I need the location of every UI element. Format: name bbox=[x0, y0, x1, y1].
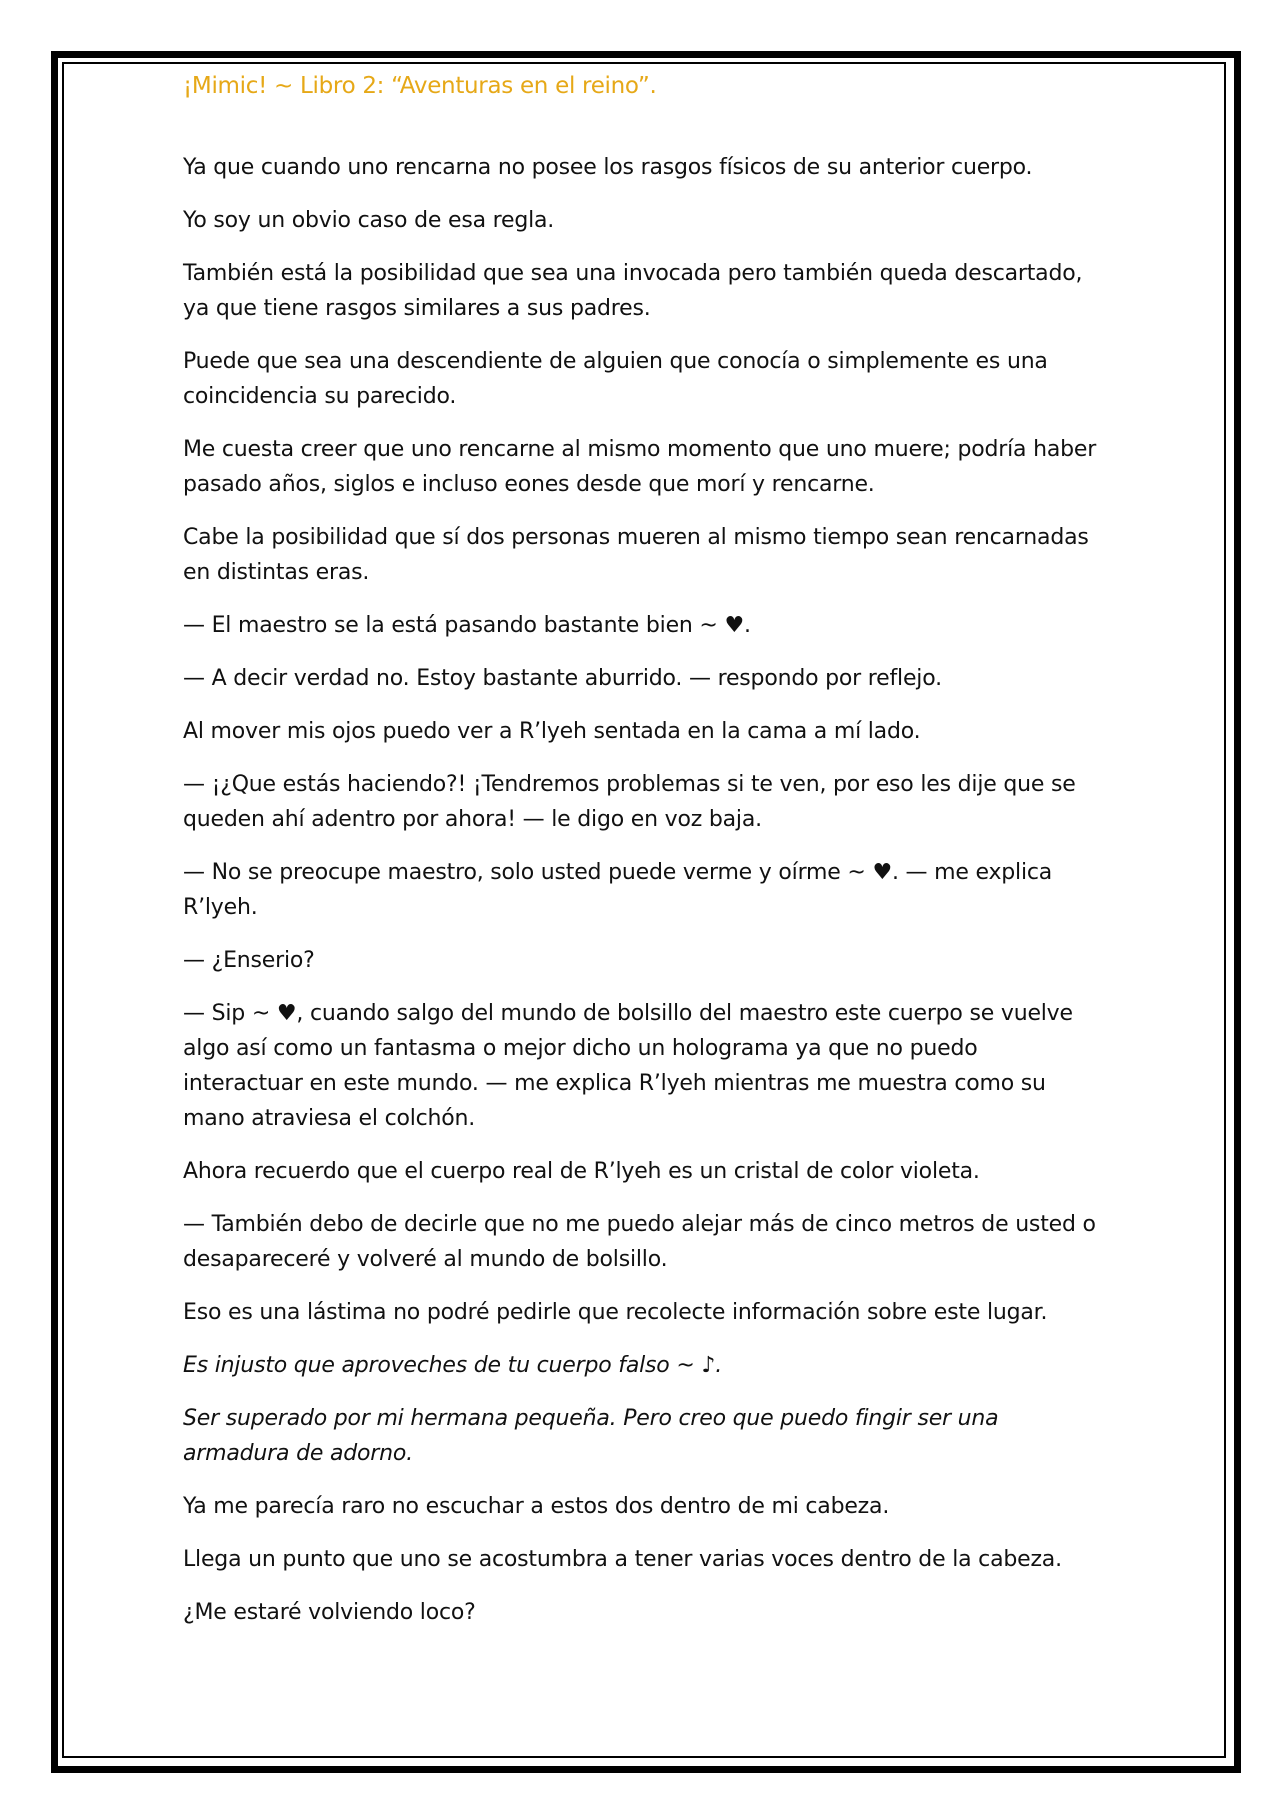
paragraph: Eso es una lástima no podré pedirle que recolecte información sobre este lugar. bbox=[183, 1300, 1048, 1325]
paragraph: Yo soy un obvio caso de esa regla. bbox=[183, 208, 555, 233]
thought-line: Ser superado por mi hermana pequeña. Pero creo que puedo fingir ser una armadura de adorno. bbox=[183, 1406, 999, 1466]
document-body bbox=[183, 150, 1103, 1648]
dialogue-line: — El maestro se la está pasando bastante bien ~ ♥. bbox=[183, 613, 751, 638]
dialogue-line: — A decir verdad no. Estoy bastante aburrido. — respondo por reflejo. bbox=[183, 666, 942, 691]
paragraph: También está la posibilidad que sea una invocada pero también queda descartado, ya que tiene rasgos similares a sus padres. bbox=[183, 261, 1083, 321]
dialogue-line: — Sip ~ ♥, cuando salgo del mundo de bolsillo del maestro este cuerpo se vuelve algo así como un fantasma o mejor dicho un holograma ya que no puedo interactuar en este mundo. — me explica R’lyeh mientras me muestra como su mano atraviesa el colchón. bbox=[183, 1001, 1073, 1131]
paragraph: Ya que cuando uno rencarna no posee los rasgos físicos de su anterior cuerpo. bbox=[183, 155, 1033, 180]
paragraph: Cabe la posibilidad que sí dos personas mueren al mismo tiempo sean rencarnadas en distintas eras. bbox=[183, 525, 1089, 585]
paragraph: Puede que sea una descendiente de alguien que conocía o simplemente es una coincidencia su parecido. bbox=[183, 349, 1048, 409]
paragraph: ¿Me estaré volviendo loco? bbox=[183, 1600, 476, 1625]
thought-line: Es injusto que aproveches de tu cuerpo falso ~ ♪. bbox=[183, 1353, 722, 1378]
page-header-title: ¡Mimic! ~ Libro 2: “Aventuras en el reino”. bbox=[183, 73, 657, 99]
paragraph: Ahora recuerdo que el cuerpo real de R’lyeh es un cristal de color violeta. bbox=[183, 1159, 980, 1184]
dialogue-line: — ¡¿Que estás haciendo?! ¡Tendremos problemas si te ven, por eso les dije que se queden ahí adentro por ahora! — le digo en voz baja. bbox=[183, 772, 1076, 832]
paragraph: Ya me parecía raro no escuchar a estos dos dentro de mi cabeza. bbox=[183, 1494, 890, 1519]
paragraph: Llega un punto que uno se acostumbra a tener varias voces dentro de la cabeza. bbox=[183, 1547, 1062, 1572]
paragraph: Al mover mis ojos puedo ver a R’lyeh sentada en la cama a mí lado. bbox=[183, 719, 921, 744]
dialogue-line: — No se preocupe maestro, solo usted puede verme y oírme ~ ♥. — me explica R’lyeh. bbox=[183, 860, 1053, 920]
dialogue-line: — También debo de decirle que no me puedo alejar más de cinco metros de usted o desapareceré y volveré al mundo de bolsillo. bbox=[183, 1212, 1096, 1272]
paragraph: Me cuesta creer que uno rencarne al mismo momento que uno muere; podría haber pasado años, siglos e incluso eones desde que morí y rencarne. bbox=[183, 437, 1097, 497]
dialogue-line: — ¿Enserio? bbox=[183, 948, 315, 973]
